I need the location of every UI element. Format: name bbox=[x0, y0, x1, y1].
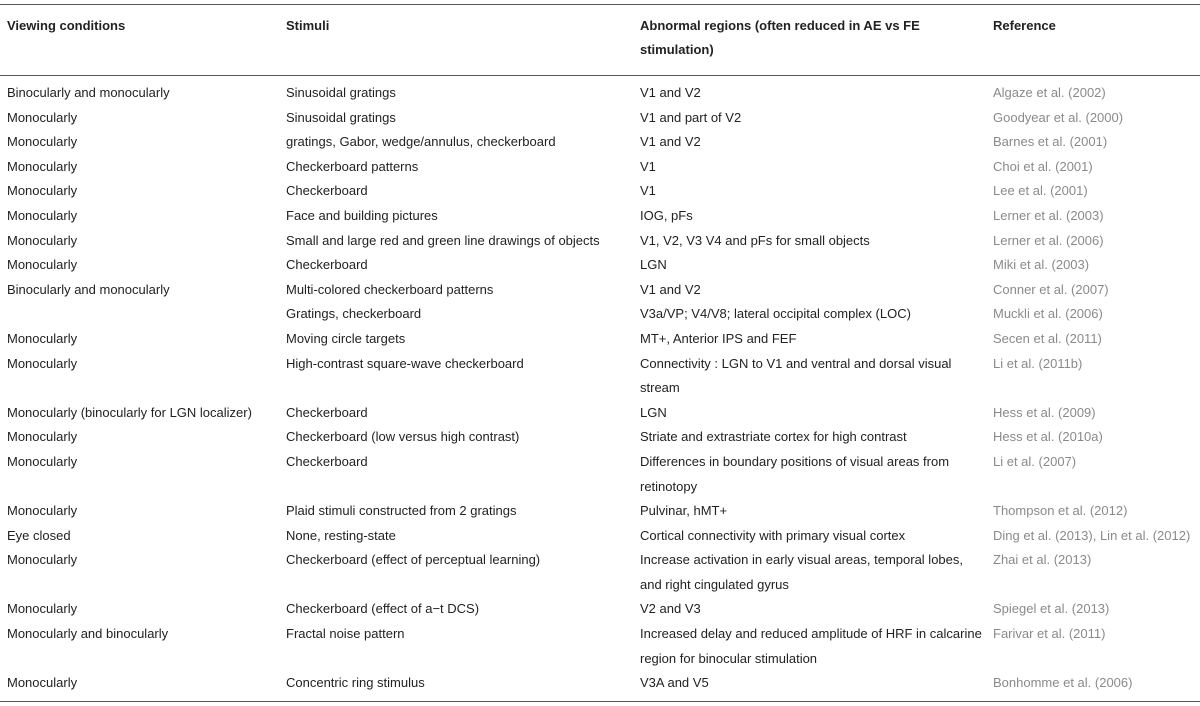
table-row bbox=[0, 548, 1200, 597]
cell-abnormal: Increased delay and reduced amplitude of HRF in calcarine region for binocular stimulation bbox=[640, 626, 982, 666]
cell-abnormal: V1 and part of V2 bbox=[640, 109, 742, 125]
table-row bbox=[0, 352, 1200, 401]
cell-abnormal: V1 and V2 bbox=[640, 281, 701, 297]
table-row bbox=[0, 204, 1200, 229]
cell-abnormal: V2 and V3 bbox=[640, 601, 701, 617]
cell-viewing: Monocularly bbox=[7, 183, 78, 199]
cell-stimuli: Checkerboard bbox=[286, 257, 368, 273]
cell-stimuli: Face and building pictures bbox=[286, 207, 438, 223]
cell-stimuli: Checkerboard patterns bbox=[286, 158, 419, 174]
cell-viewing: Monocularly bbox=[7, 207, 78, 223]
cell-abnormal: IOG, pFs bbox=[640, 207, 693, 223]
table-row bbox=[0, 597, 1200, 622]
cell-abnormal: V3A and V5 bbox=[640, 675, 709, 691]
header-viewing-conditions: Viewing conditions bbox=[7, 18, 126, 33]
cell-viewing: Monocularly bbox=[7, 109, 78, 125]
cell-stimuli: gratings, Gabor, wedge/annulus, checkerboard bbox=[286, 134, 556, 150]
cell-viewing: Monocularly bbox=[7, 429, 78, 445]
cell-reference: Choi et al. (2001) bbox=[993, 158, 1093, 174]
cell-stimuli: Checkerboard bbox=[286, 183, 368, 199]
cell-viewing: Monocularly bbox=[7, 134, 78, 150]
cell-reference: Hess et al. (2009) bbox=[993, 404, 1096, 420]
table-row bbox=[0, 302, 1200, 327]
cell-stimuli: Plaid stimuli constructed from 2 gratings bbox=[286, 503, 517, 519]
cell-reference: Ding et al. (2013), Lin et al. (2012) bbox=[993, 527, 1191, 543]
table-row bbox=[0, 450, 1200, 499]
cell-reference: Thompson et al. (2012) bbox=[993, 503, 1128, 519]
cell-stimuli: Multi-colored checkerboard patterns bbox=[286, 281, 494, 297]
table-row bbox=[0, 130, 1200, 155]
cell-stimuli: Checkerboard (effect of perceptual learning) bbox=[286, 552, 541, 568]
cell-reference: Li et al. (2011b) bbox=[993, 355, 1083, 371]
cell-stimuli: Checkerboard (effect of a−t DCS) bbox=[286, 601, 480, 617]
cell-viewing: Eye closed bbox=[7, 527, 71, 543]
cell-abnormal: LGN bbox=[640, 404, 667, 420]
table-row bbox=[0, 179, 1200, 204]
cell-abnormal: Striate and extrastriate cortex for high contrast bbox=[640, 429, 907, 445]
cell-reference: Algaze et al. (2002) bbox=[993, 85, 1106, 100]
cell-abnormal: Increase activation in early visual areas, temporal lobes, and right cingulated gyrus bbox=[640, 552, 963, 592]
cell-viewing: Binocularly and monocularly bbox=[7, 85, 170, 100]
cell-reference: Lerner et al. (2003) bbox=[993, 207, 1104, 223]
cell-viewing: Monocularly (binocularly for LGN localizer) bbox=[7, 404, 252, 420]
cell-reference: Muckli et al. (2006) bbox=[993, 306, 1103, 322]
cell-abnormal: V1 and V2 bbox=[640, 134, 701, 150]
cell-reference: Goodyear et al. (2000) bbox=[993, 109, 1124, 125]
cell-reference: Li et al. (2007) bbox=[993, 453, 1077, 469]
cell-abnormal: V1 bbox=[640, 183, 656, 199]
cell-viewing: Monocularly bbox=[7, 330, 78, 346]
cell-abnormal: V1, V2, V3 V4 and pFs for small objects bbox=[640, 232, 870, 248]
table-row bbox=[0, 229, 1200, 254]
cell-reference: Lerner et al. (2006) bbox=[993, 232, 1104, 248]
cell-abnormal: Differences in boundary positions of visual areas from retinotopy bbox=[640, 453, 950, 494]
cell-stimuli: Checkerboard bbox=[286, 404, 368, 420]
cell-stimuli: Checkerboard (low versus high contrast) bbox=[286, 429, 520, 445]
cell-reference: Lee et al. (2001) bbox=[993, 183, 1088, 199]
cell-viewing: Monocularly and binocularly bbox=[7, 626, 169, 642]
table-row bbox=[0, 671, 1200, 696]
cell-viewing: Monocularly bbox=[7, 232, 78, 248]
cell-stimuli: Gratings, checkerboard bbox=[286, 306, 422, 322]
cell-reference: Miki et al. (2003) bbox=[993, 257, 1090, 273]
cell-abnormal: V1 and V2 bbox=[640, 85, 701, 100]
table-bottom-rule bbox=[0, 701, 1200, 702]
cell-abnormal: LGN bbox=[640, 257, 667, 273]
cell-abnormal: V3a/VP; V4/V8; lateral occipital complex (LOC) bbox=[640, 306, 911, 322]
cell-stimuli: Sinusoidal gratings bbox=[286, 109, 396, 125]
table-row bbox=[0, 81, 1200, 106]
cell-reference: Barnes et al. (2001) bbox=[993, 134, 1108, 150]
table-row bbox=[0, 524, 1200, 549]
cell-viewing: Monocularly bbox=[7, 601, 78, 617]
cell-abnormal: V1 bbox=[640, 158, 656, 174]
header-stimuli: Stimuli bbox=[286, 18, 330, 33]
cell-viewing: Monocularly bbox=[7, 503, 78, 519]
cell-stimuli: None, resting-state bbox=[286, 527, 396, 543]
cell-viewing: Monocularly bbox=[7, 158, 78, 174]
cell-reference: Secen et al. (2011) bbox=[993, 330, 1102, 346]
cell-abnormal: Cortical connectivity with primary visual cortex bbox=[640, 527, 906, 543]
table-row bbox=[0, 155, 1200, 180]
table-row bbox=[0, 327, 1200, 352]
header-abnormal-regions: Abnormal regions (often reduced in AE vs FE stimulation) bbox=[640, 18, 920, 57]
cell-reference: Farivar et al. (2011) bbox=[993, 626, 1106, 642]
cell-viewing: Monocularly bbox=[7, 552, 78, 568]
cell-abnormal: Pulvinar, hMT+ bbox=[640, 503, 728, 519]
table-row bbox=[0, 499, 1200, 524]
cell-stimuli: High-contrast square-wave checkerboard bbox=[286, 355, 524, 371]
cell-reference: Hess et al. (2010a) bbox=[993, 429, 1103, 445]
cell-viewing: Monocularly bbox=[7, 675, 78, 691]
cell-reference: Bonhomme et al. (2006) bbox=[993, 675, 1133, 691]
table-row bbox=[0, 401, 1200, 426]
cell-viewing: Monocularly bbox=[7, 257, 78, 273]
cell-abnormal: MT+, Anterior IPS and FEF bbox=[640, 330, 797, 346]
cell-reference: Zhai et al. (2013) bbox=[993, 552, 1092, 568]
table-header-row bbox=[0, 5, 1200, 75]
cell-reference: Spiegel et al. (2013) bbox=[993, 601, 1110, 617]
table-row bbox=[0, 622, 1200, 671]
cell-stimuli: Sinusoidal gratings bbox=[286, 85, 396, 100]
cell-stimuli: Moving circle targets bbox=[286, 330, 406, 346]
header-reference: Reference bbox=[993, 18, 1056, 33]
table-row bbox=[0, 425, 1200, 450]
cell-viewing: Monocularly bbox=[7, 355, 78, 371]
cell-abnormal: Connectivity : LGN to V1 and ventral and dorsal visual stream bbox=[640, 355, 952, 396]
cell-stimuli: Fractal noise pattern bbox=[286, 626, 405, 642]
table-row bbox=[0, 106, 1200, 131]
cell-stimuli: Concentric ring stimulus bbox=[286, 675, 425, 691]
cell-viewing: Binocularly and monocularly bbox=[7, 281, 170, 297]
table-row bbox=[0, 253, 1200, 278]
studies-table bbox=[0, 4, 1200, 702]
cell-stimuli: Checkerboard bbox=[286, 453, 368, 469]
table-row bbox=[0, 278, 1200, 303]
cell-stimuli: Small and large red and green line drawings of objects bbox=[286, 232, 600, 248]
cell-viewing: Monocularly bbox=[7, 453, 78, 469]
cell-reference: Conner et al. (2007) bbox=[993, 281, 1109, 297]
